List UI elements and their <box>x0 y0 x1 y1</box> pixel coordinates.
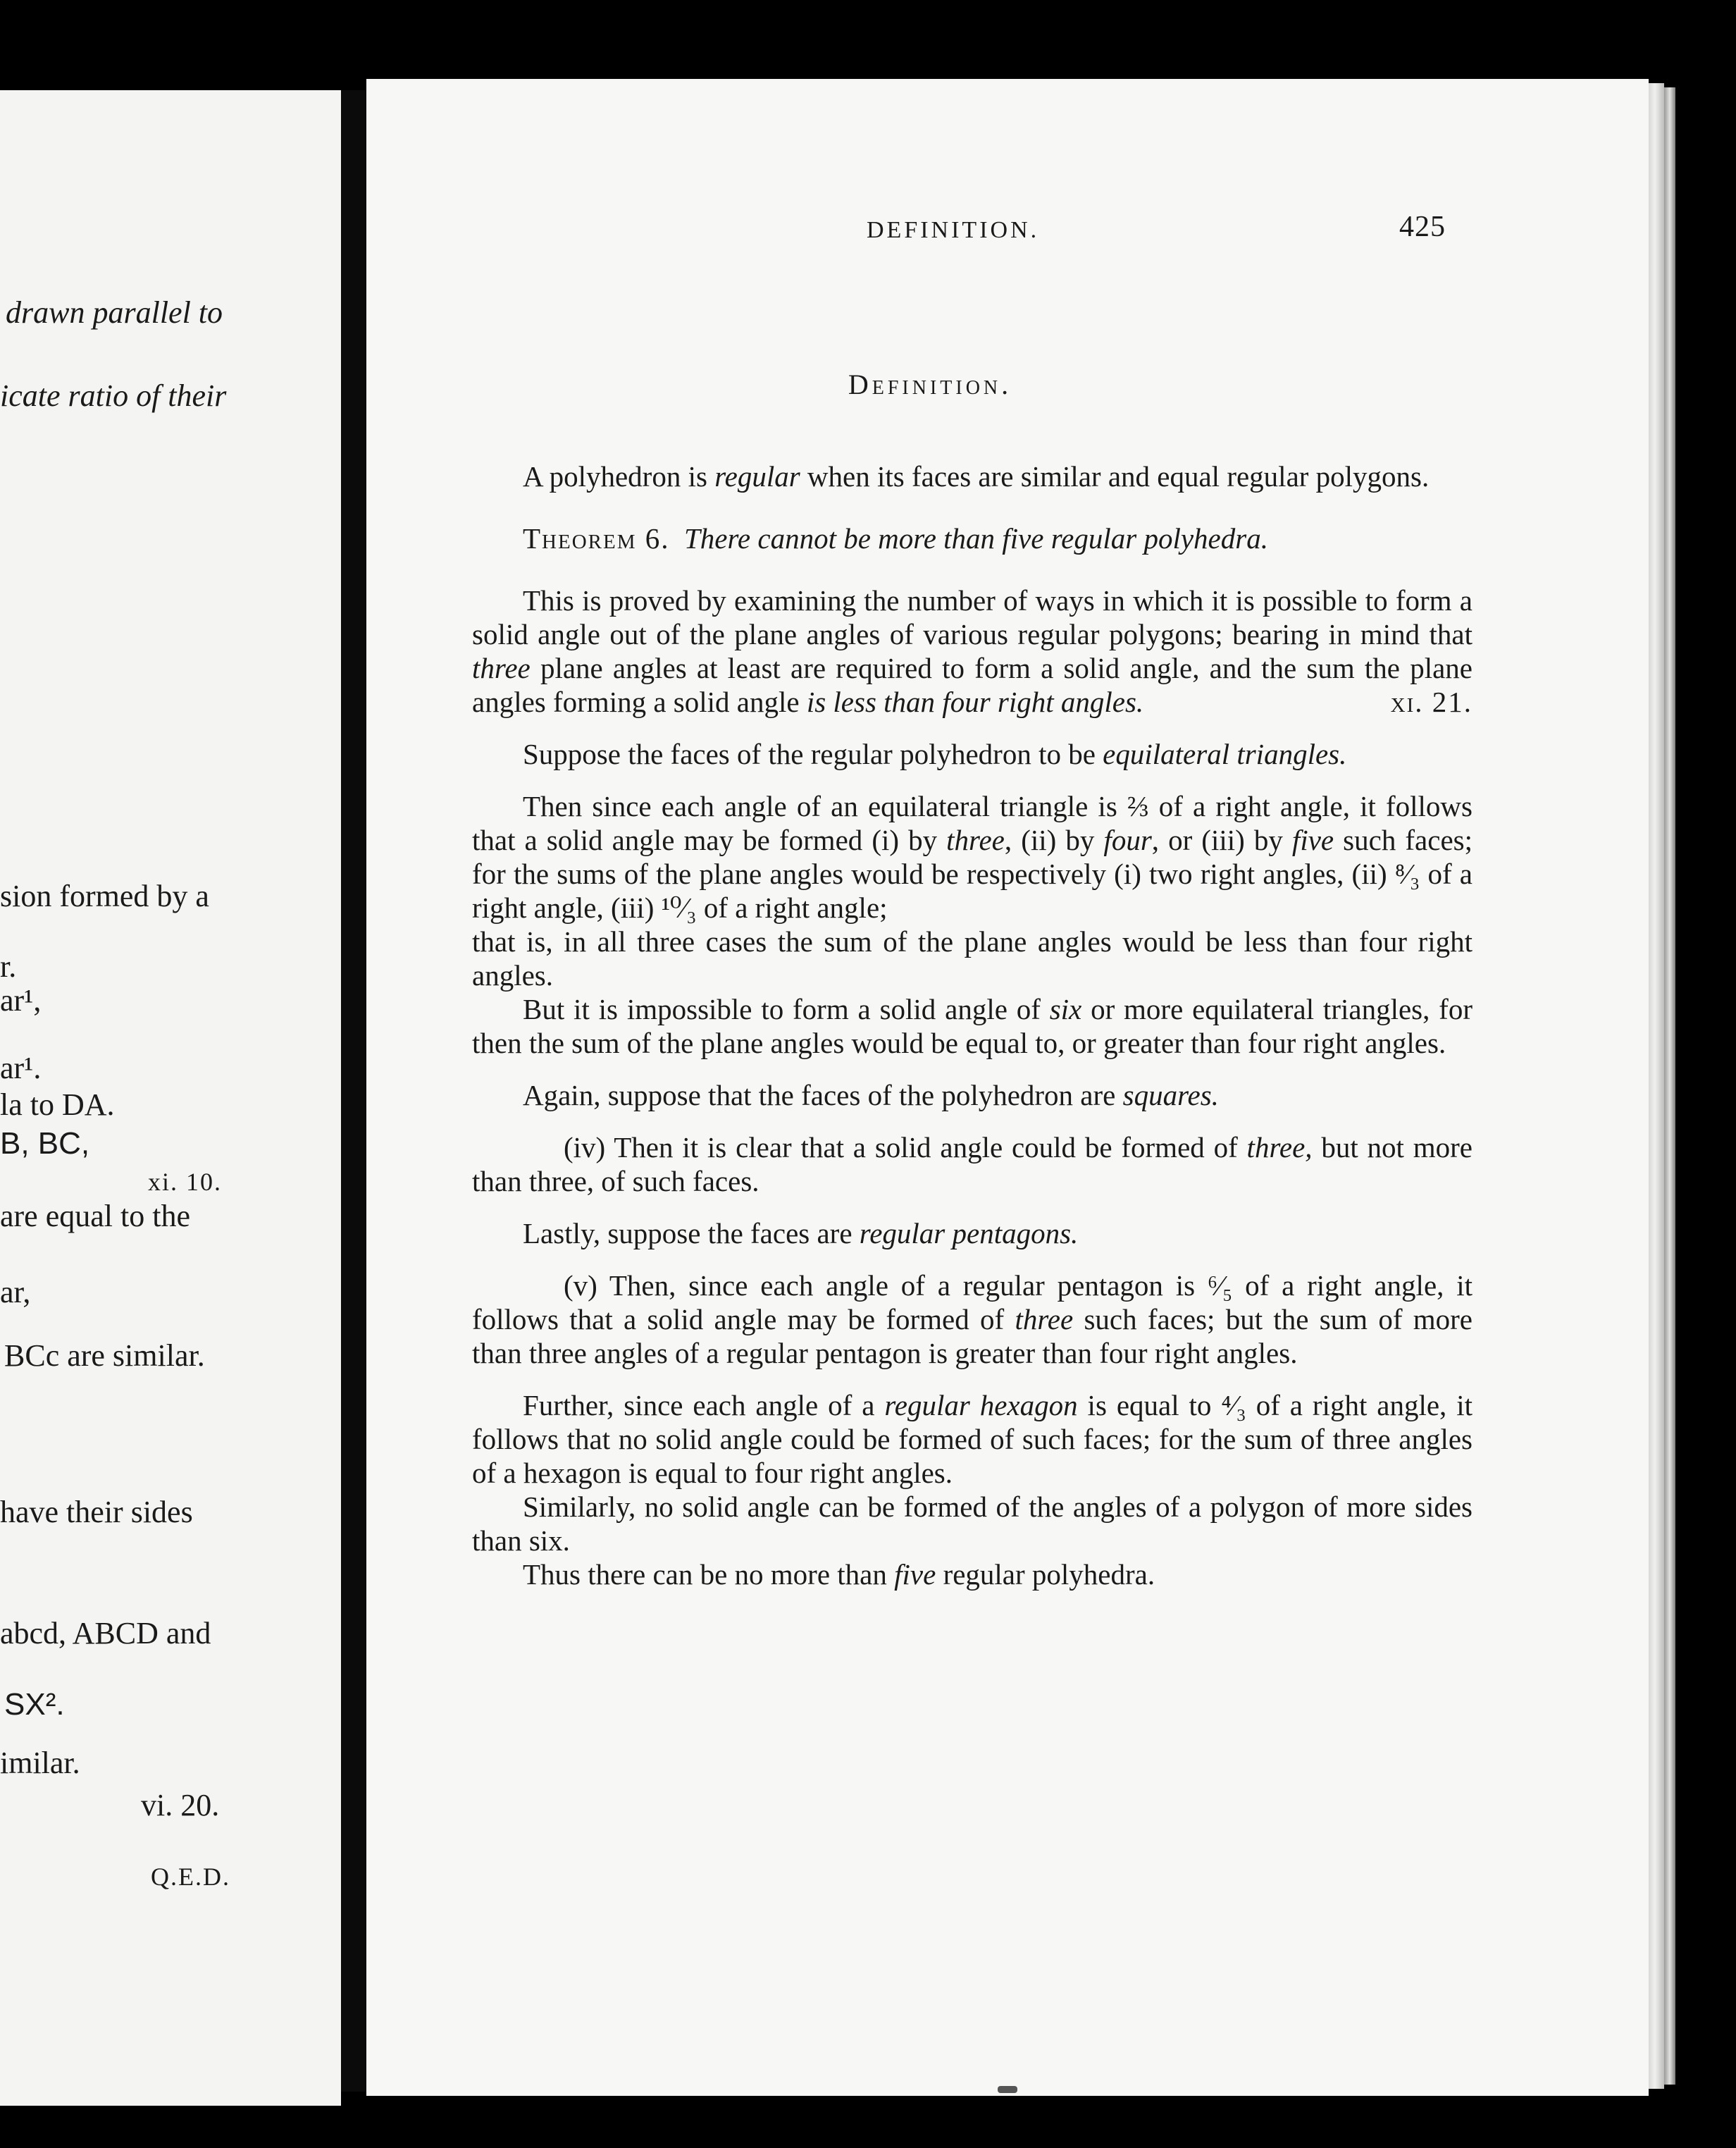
left-line: abcd, ABCD and <box>0 1616 211 1650</box>
left-line-reference: xi. 10. <box>148 1168 223 1196</box>
theorem-statement <box>472 521 1472 555</box>
text-span: Further, since each angle of a <box>523 1389 885 1421</box>
theorem-text: There cannot be more than five regular polyhedra. <box>684 522 1268 555</box>
text-span: A polyhedron is <box>523 460 715 493</box>
text-span: or more equilateral triangles, for then the sum of the plane angles would be equal to, or greater than four right angles. <box>472 993 1472 1059</box>
emphasis: three <box>946 824 1005 856</box>
text-span: , (ii) by <box>1004 824 1104 856</box>
scan-smudge <box>998 2086 1017 2093</box>
text-span: is equal to ⁴⁄₃ of a right angle, it follows that no solid angle could be formed of such faces; for the sum of three angles of a hexagon is equal to four right angles. <box>472 1389 1472 1489</box>
left-line: B, BC, <box>0 1126 90 1161</box>
text-span: Again, suppose that the faces of the polyhedron are <box>523 1079 1123 1111</box>
suppose-pentagons-paragraph <box>472 1216 1472 1250</box>
emphasis: three <box>1015 1303 1074 1335</box>
left-line: BCc are similar. <box>4 1338 205 1373</box>
left-line: r. <box>0 949 17 984</box>
theorem-label: Theorem 6. <box>523 522 670 555</box>
previous-page-fragment <box>0 90 341 2106</box>
left-line: SX². <box>4 1687 65 1722</box>
emphasis: five <box>1291 824 1334 856</box>
left-line: are equal to the <box>0 1199 190 1233</box>
left-line: have their sides <box>0 1495 193 1529</box>
more-sides-paragraph: Similarly, no solid angle can be formed of the angles of a polygon of more sides than six. <box>472 1490 1472 1557</box>
page-number: 425 <box>1399 211 1446 243</box>
page-stack-edge <box>1664 87 1675 2085</box>
emphasis: is less than four right angles. <box>806 686 1144 718</box>
page-edge <box>1649 83 1664 2089</box>
conclusion-paragraph <box>472 1557 1472 1591</box>
reference: xi. 21. <box>1390 686 1472 718</box>
emphasis: five <box>894 1558 936 1591</box>
book-gutter <box>341 90 366 2092</box>
left-line: ar¹. <box>0 1051 42 1085</box>
text-span: This is proved by examining the number of ways in which it is possible to form a solid angle out of the plane angles of various regular polygons; bearing in mind that <box>472 584 1472 650</box>
emphasis: six <box>1049 993 1082 1025</box>
pentagons-case-paragraph <box>472 1269 1472 1370</box>
left-line: sion formed by a <box>0 879 209 913</box>
text-span: regular polyhedra. <box>936 1558 1155 1591</box>
text-span: such faces; for the sums of the plane angles would be respectively (i) two right angles, (ii) ⁸⁄₃ of a right angle, (iii) ¹⁰⁄₃ of a right angle; <box>472 824 1472 924</box>
left-line: la to DA. <box>0 1087 115 1122</box>
hexagons-paragraph <box>472 1388 1472 1490</box>
emphasis: regular hexagon <box>884 1389 1078 1421</box>
definition-paragraph <box>472 459 1472 493</box>
book-page <box>366 79 1649 2096</box>
left-line: imilar. <box>0 1746 80 1780</box>
emphasis: squares. <box>1122 1079 1219 1111</box>
section-title: Definition. <box>848 369 1012 400</box>
body-text <box>472 459 1472 1591</box>
left-line: ar¹, <box>0 983 42 1018</box>
proof-intro-paragraph <box>472 584 1472 719</box>
left-line: drawn parallel to <box>6 295 223 330</box>
emphasis: equilateral triangles. <box>1103 738 1347 770</box>
text-span: Suppose the faces of the regular polyhedron to be <box>523 738 1103 770</box>
emphasis: three <box>472 652 531 684</box>
emphasis: three, <box>1246 1131 1313 1164</box>
suppose-triangles-paragraph <box>472 737 1472 771</box>
suppose-squares-paragraph <box>472 1078 1472 1112</box>
emphasis: regular <box>714 460 800 493</box>
text-span: But it is impossible to form a solid angle of <box>523 993 1050 1025</box>
triangles-case-paragraph <box>472 789 1472 925</box>
text-span: Thus there can be no more than <box>523 1558 895 1591</box>
left-line: ar, <box>0 1275 31 1309</box>
text-span: plane angles at least are required to form a solid angle, and the sum the plane angles forming a solid angle <box>472 652 1472 718</box>
left-line-qed: Q.E.D. <box>151 1863 230 1891</box>
text-span: (v) Then, since each angle of a regular pentagon is ⁶⁄₅ of a right angle, it follows that a solid angle may be formed of <box>472 1269 1472 1335</box>
left-line-reference: vi. 20. <box>141 1788 220 1822</box>
text-span: Lastly, suppose the faces are <box>523 1217 860 1249</box>
text-span: such faces; but the sum of more than three angles of a regular pentagon is greater than four right angles. <box>472 1303 1472 1369</box>
emphasis: regular pentagons. <box>859 1217 1079 1249</box>
text-span: Then since each angle of an equilateral triangle is ⅔ of a right angle, it follows that a solid angle may be formed (i) by <box>472 790 1472 856</box>
emphasis: four <box>1103 824 1152 856</box>
running-head: DEFINITION. <box>867 217 1040 243</box>
text-span: , or (iii) by <box>1151 824 1292 856</box>
six-triangles-paragraph <box>472 992 1472 1060</box>
text-span: (iv) Then it is clear that a solid angle could be formed of <box>564 1131 1247 1164</box>
text-span: but not more than three, of such faces. <box>472 1131 1472 1197</box>
text-span: when its faces are similar and equal regular polygons. <box>800 460 1430 493</box>
squares-case-paragraph <box>472 1130 1472 1198</box>
triangles-conclusion-paragraph: that is, in all three cases the sum of the plane angles would be less than four right angles. <box>472 925 1472 992</box>
left-line: icate ratio of their <box>0 378 227 413</box>
